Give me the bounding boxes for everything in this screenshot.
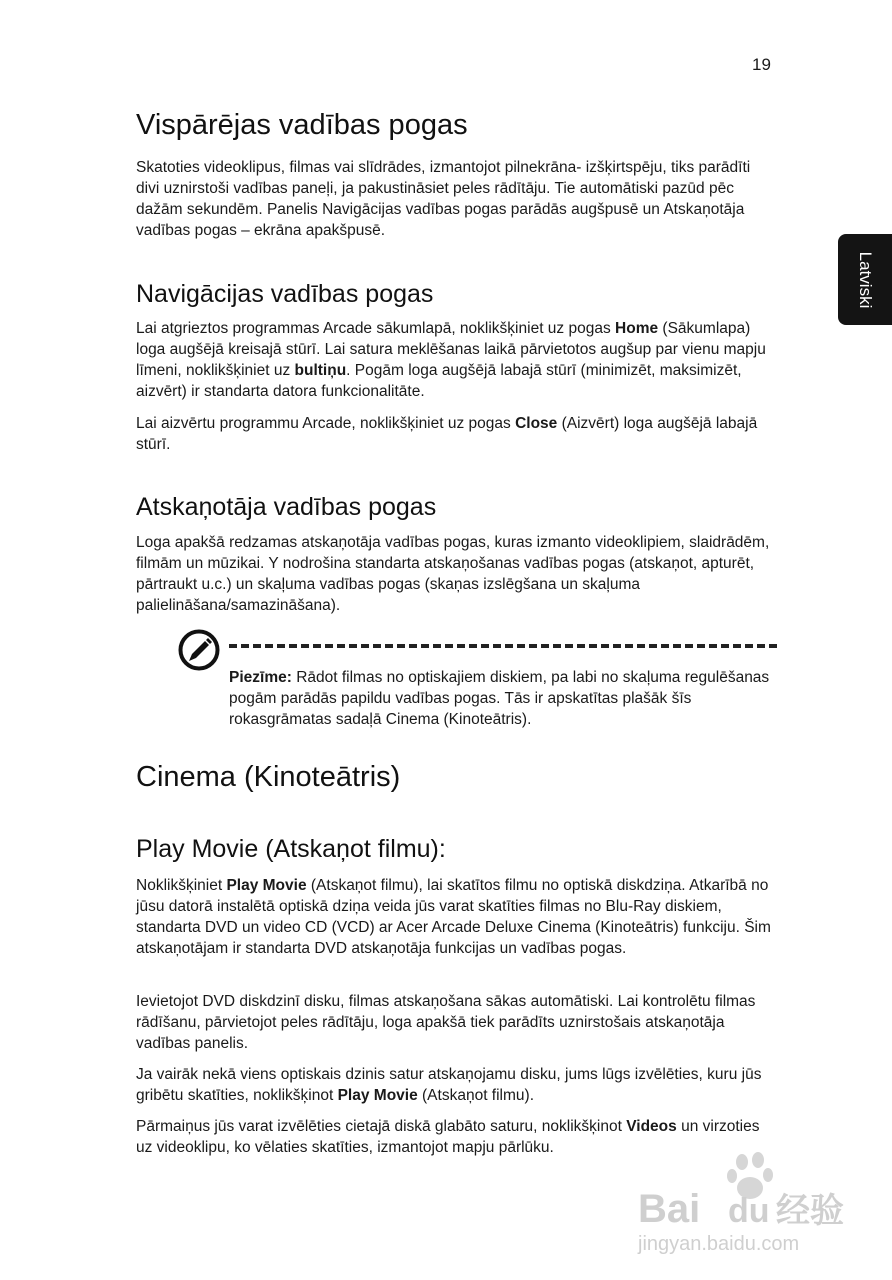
heading-play-movie: Play Movie (Atskaņot filmu):	[136, 835, 446, 863]
language-tab-label: Latviski	[856, 251, 875, 308]
heading-player-controls: Atskaņotāja vadības pogas	[136, 493, 437, 521]
paragraph-play-movie-4: Pārmaiņus jūs varat izvēlēties cietajā diskā glabāto saturu, noklikšķinot Videos un virzoties uz videoklipu, ko vēlaties skatīties, izmantojot mapju pārlūku.	[136, 1118, 760, 1156]
note-pencil-icon	[177, 628, 221, 672]
note-divider	[229, 644, 777, 648]
watermark-url: jingyan.baidu.com	[638, 1233, 800, 1255]
baidu-watermark	[636, 1150, 876, 1260]
heading-navigation-controls: Navigācijas vadības pogas	[136, 280, 434, 308]
watermark-brand-b: du	[728, 1192, 770, 1230]
watermark-brand-cn: 经验	[776, 1192, 844, 1230]
paragraph-navigation-2: Lai aizvērtu programmu Arcade, noklikšķiniet uz pogas Close (Aizvērt) loga augšējā labajā stūrī.	[136, 415, 758, 453]
paragraph-navigation-1: Lai atgrieztos programmas Arcade sākumlapā, noklikšķiniet uz pogas Home (Sākumlapa) loga augšējā kreisajā stūrī. Lai satura meklēšanas laikā pārvietotos augšup par vienu mapju līmeni, noklikšķiniet uz bultiņu. Pogām loga augšējā labajā stūrī (minimizēt, maksimizēt, aizvērt) ir standarta datora funkcionalitāte.	[136, 320, 766, 400]
page-number: 19	[752, 55, 771, 74]
language-tab	[838, 234, 892, 325]
paragraph-play-movie-2: Ievietojot DVD diskdzinī disku, filmas atskaņošana sākas automātiski. Lai kontrolētu filmas rādīšanu, pārvietojot peles rādītāju, loga apakšā tiek parādīts uznirstošais atskaņotāja vadības panelis.	[136, 993, 756, 1052]
paragraph-play-movie-3: Ja vairāk nekā viens optiskais dzinis satur atskaņojamu disku, jums lūgs izvēlēties, kuru jūs gribētu skatīties, noklikšķinot Play Movie (Atskaņot filmu).	[136, 1066, 762, 1104]
watermark-brand-a: Bai	[638, 1187, 701, 1231]
paragraph-play-movie-1: Noklikšķiniet Play Movie (Atskaņot filmu), lai skatītos filmu no optiskā diskdziņa. Atkarībā no jūsu datorā instalētā optiskā dziņa veida jūs varat skatīties filmas no Blu-Ray diskiem, standarta DVD un video CD (VCD) ar Acer Arcade Deluxe Cinema (Kinoteātris) funkciju. Šim atskaņotājam ir standarta DVD atskaņotāja funkcijas un vadības pogas.	[136, 877, 771, 957]
paragraph-general-controls: Skatoties videoklipus, filmas vai slīdrādes, izmantojot pilnekrāna- izšķirtspēju, tiks parādīti divi uznirstoši vadības paneļi, ja pakustināsiet peles rādītāju. Tie automātiski pazūd pēc dažām sekundēm. Panelis Navigācijas vadības pogas parādās augšpusē un Atskaņotāja vadības pogas – ekrāna apakšpusē.	[136, 159, 751, 239]
heading-cinema: Cinema (Kinoteātris)	[136, 761, 401, 793]
paragraph-player-controls: Loga apakšā redzamas atskaņotāja vadības pogas, kuras izmanto videoklipiem, slaidrādēm, filmām un mūzikai. Y nodrošina standarta atskaņošanas vadības pogas (atskaņot, apturēt, pārtraukt u.c.) un skaļuma vadības pogas (skaņas izslēgšana un skaļuma palielināšana/samazināšana).	[136, 534, 770, 614]
heading-general-controls: Vispārējas vadības pogas	[136, 109, 468, 141]
note-text: Piezīme: Rādot filmas no optiskajiem diskiem, pa labi no skaļuma regulēšanas pogām parādās papildu vadības pogas. Tās ir apskatītas plašāk šīs rokasgrāmatas sadaļā Cinema (Kinoteātris).	[229, 669, 770, 728]
